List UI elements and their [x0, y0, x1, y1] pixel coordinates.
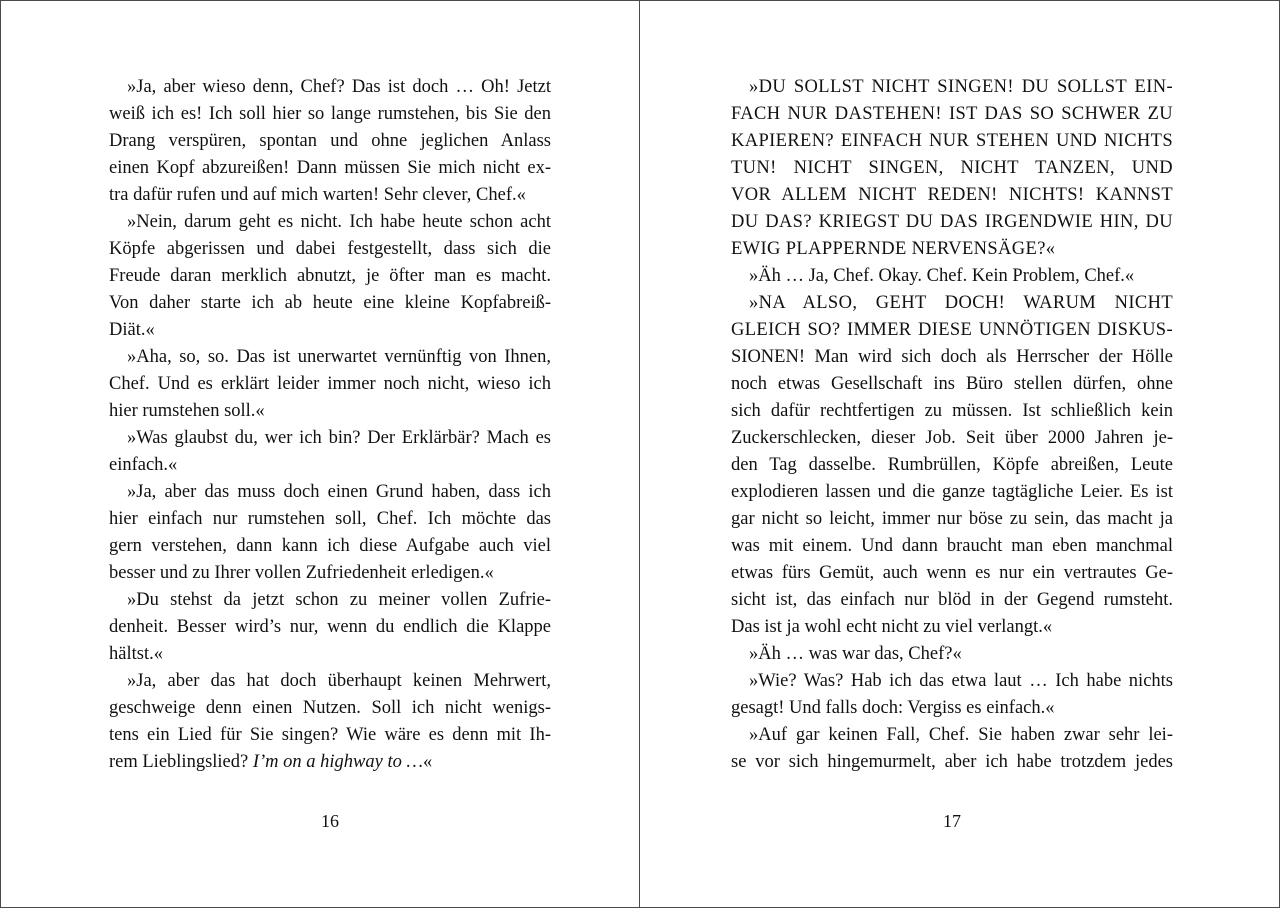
text-line: gesagt! Und falls doch: Vergiss es einfach.« [731, 698, 1055, 718]
text-line: »Ja, aber das muss doch einen Grund haben, dass ich [127, 482, 551, 502]
text-line: »DU SOLLST NICHT SINGEN! DU SOLLST EIN- [749, 77, 1173, 97]
text-line: hier einfach nur rumstehen soll, Chef. Ich möchte das [109, 509, 551, 529]
text-fragment: rem Lieblingslied? [109, 752, 253, 772]
text-line: »Aha, so, so. Das ist unerwartet vernünftig von Ihnen, [127, 347, 551, 367]
text-line [109, 749, 551, 776]
text-line: den Tag dasselbe. Rumbrüllen, Köpfe abreißen, Leute [731, 455, 1173, 475]
right-paragraph-4 [731, 641, 1173, 668]
text-line: etwas fürs Gemüt, auch wenn es nur ein vertrautes Ge- [731, 563, 1173, 583]
text-line: TUN! NICHT SINGEN, NICHT TANZEN, UND [731, 158, 1173, 178]
left-paragraph-1 [109, 74, 551, 209]
text-line: denheit. Besser wird’s nur, wenn du endlich die Klappe [109, 617, 551, 637]
left-paragraph-4 [109, 425, 551, 479]
left-paragraph-7 [109, 668, 551, 776]
text-line: se vor sich hingemurmelt, aber ich habe trotzdem jedes [731, 752, 1173, 772]
song-title: I’m on a highway to … [252, 752, 423, 772]
right-paragraph-5 [731, 668, 1173, 722]
text-line: hältst.« [109, 644, 163, 664]
text-line: Zuckerschlecken, dieser Job. Seit über 2000 Jahren je- [731, 428, 1173, 448]
right-page [731, 74, 1173, 834]
text-line: »Du stehst da jetzt schon zu meiner vollen Zufrie- [127, 590, 551, 610]
text-line: VOR ALLEM NICHT REDEN! NICHTS! KANNST [731, 185, 1173, 205]
text-line: besser und zu Ihrer vollen Zufriedenheit erledigen.« [109, 563, 494, 583]
text-line: »NA ALSO, GEHT DOCH! WARUM NICHT [749, 293, 1173, 313]
text-line: was mit einem. Und dann braucht man eben manchmal [731, 536, 1173, 556]
text-line: gar nicht so leicht, immer nur böse zu sein, das macht ja [731, 509, 1173, 529]
text-line: weiß ich es! Ich soll hier so lange rumstehen, bis Sie den [109, 104, 551, 124]
text-line: Drang verspüren, spontan und ohne jeglichen Anlass [109, 131, 551, 151]
right-paragraph-6 [731, 722, 1173, 776]
text-line: »Ja, aber das hat doch überhaupt keinen Mehrwert, [127, 671, 551, 691]
text-line: GLEICH SO? IMMER DIESE UNNÖTIGEN DISKUS- [731, 320, 1173, 340]
text-line: EWIG PLAPPERNDE NERVENSÄGE?« [731, 239, 1056, 259]
text-line: sicht ist, das einfach nur blöd in der Gegend rumsteht. [731, 590, 1173, 610]
text-line: »Äh … was war das, Chef?« [749, 644, 962, 664]
left-paragraph-6 [109, 587, 551, 668]
page-number-right: 17 [943, 811, 961, 831]
text-line: tra dafür rufen und auf mich warten! Sehr clever, Chef.« [109, 185, 526, 205]
text-line: »Ja, aber wieso denn, Chef? Das ist doch … Oh! Jetzt [127, 77, 551, 97]
left-paragraph-3 [109, 344, 551, 425]
left-paragraph-2 [109, 209, 551, 344]
left-paragraph-5 [109, 479, 551, 587]
text-line: tens ein Lied für Sie singen? Wie wäre es denn mit Ih- [109, 725, 551, 745]
text-line: Freude daran merklich abnutzt, je öfter man es macht. [109, 266, 551, 286]
text-line: explodieren lassen und die ganze tagtägliche Leier. Es ist [731, 482, 1173, 502]
page-number-left: 16 [321, 811, 339, 831]
text-line: FACH NUR DASTEHEN! IST DAS SO SCHWER ZU [731, 104, 1173, 124]
text-line: sich dafür rechtfertigen zu müssen. Ist schließlich kein [731, 401, 1173, 421]
text-line: Von daher starte ich ab heute eine kleine Kopfabreiß- [109, 293, 551, 313]
text-line: »Äh … Ja, Chef. Okay. Chef. Kein Problem, Chef.« [749, 266, 1135, 286]
text-line: hier rumstehen soll.« [109, 401, 265, 421]
text-line: KAPIEREN? EINFACH NUR STEHEN UND NICHTS [731, 131, 1173, 151]
text-line: »Nein, darum geht es nicht. Ich habe heute schon acht [127, 212, 551, 232]
text-line: gern verstehen, dann kann ich diese Aufgabe auch viel [109, 536, 551, 556]
left-page [109, 74, 551, 834]
page-gutter [639, 1, 640, 907]
text-line: einen Kopf abzureißen! Dann müssen Sie mich nicht ex- [109, 158, 551, 178]
text-line: »Was glaubst du, wer ich bin? Der Erklärbär? Mach es [127, 428, 551, 448]
text-line: noch etwas Gesellschaft ins Büro stellen dürfen, ohne [731, 374, 1173, 394]
text-line: »Wie? Was? Hab ich das etwa laut … Ich habe nichts [749, 671, 1173, 691]
text-line: DU DAS? KRIEGST DU DAS IRGENDWIE HIN, DU [731, 212, 1173, 232]
right-paragraph-2 [731, 263, 1173, 290]
text-line: »Auf gar keinen Fall, Chef. Sie haben zwar sehr lei- [749, 725, 1173, 745]
text-line: SIONEN! Man wird sich doch als Herrscher der Hölle [731, 347, 1173, 367]
text-line: Köpfe abgerissen und dabei festgestellt, dass sich die [109, 239, 551, 259]
right-paragraph-3 [731, 290, 1173, 641]
text-line: Das ist ja wohl echt nicht zu viel verlangt.« [731, 617, 1053, 637]
text-fragment: « [422, 752, 433, 772]
text-line: Chef. Und es erklärt leider immer noch nicht, wieso ich [109, 374, 551, 394]
text-line: Diät.« [109, 320, 155, 340]
text-line: einfach.« [109, 455, 178, 475]
text-line: geschweige denn einen Nutzen. Soll ich nicht wenigs- [109, 698, 551, 718]
right-paragraph-1 [731, 74, 1173, 263]
